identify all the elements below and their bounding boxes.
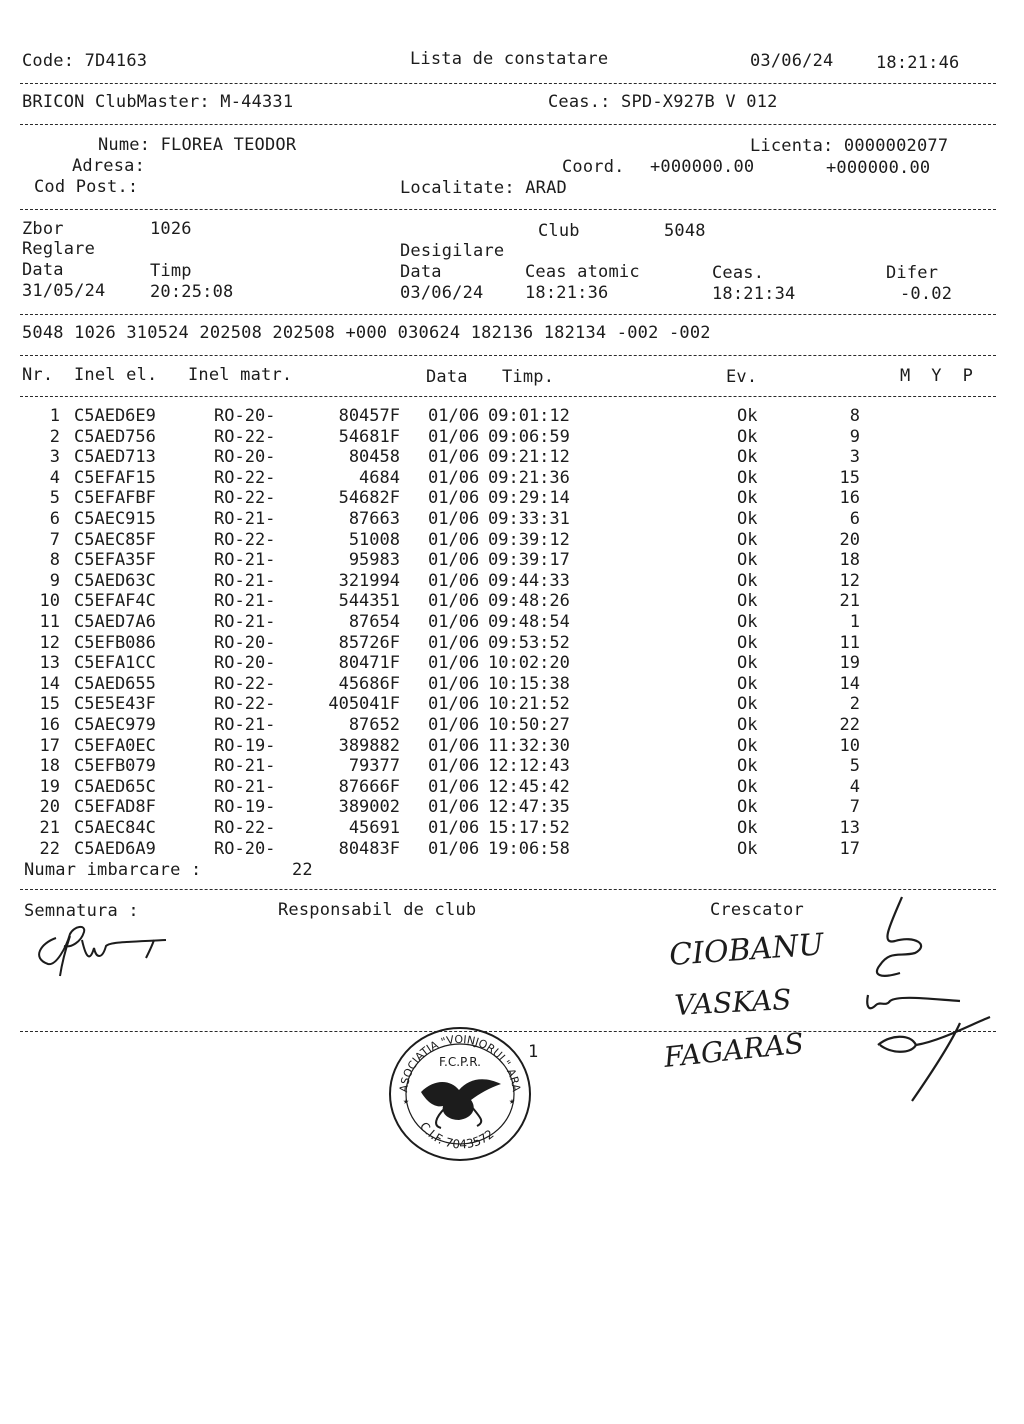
col-ring-number-header: Inel matr. (188, 365, 293, 385)
row-number: 6 (49, 509, 60, 529)
electronic-ring: C5EFAD8F (74, 797, 156, 818)
rank-value: 9 (849, 426, 860, 447)
atomic-clock-time: 18:21:36 (525, 283, 609, 303)
arrival-date: 01/06 (428, 776, 480, 797)
event-status: Ok (737, 509, 758, 529)
table-row (0, 591, 1024, 612)
ring-number: 389882 (338, 735, 400, 756)
arrival-time: 19:06:58 (488, 838, 570, 859)
rank-value: 22 (839, 715, 860, 735)
row-number: 11 (39, 612, 60, 632)
rank-value: 18 (839, 550, 860, 571)
arrival-date: 01/06 (428, 426, 480, 447)
arrival-date: 01/06 (428, 550, 480, 571)
handwritten-signature (26, 918, 176, 978)
arrival-date: 01/06 (428, 406, 480, 426)
total-value: 22 (292, 860, 313, 880)
table-row (0, 653, 1024, 674)
ring-number: 45691 (348, 818, 400, 838)
ring-country-year: RO-21- (214, 715, 276, 735)
ring-number: 87666F (338, 776, 400, 797)
electronic-ring: C5EFAFBF (74, 488, 156, 509)
col-nr-header: Nr. (22, 365, 54, 385)
ring-country-year: RO-19- (214, 735, 276, 756)
arrival-time: 09:44:33 (488, 570, 570, 591)
arrival-date: 01/06 (428, 509, 480, 529)
ring-country-year: RO-22- (214, 529, 276, 550)
electronic-ring: C5AEC979 (74, 715, 156, 735)
setting-date: 31/05/24 (22, 281, 106, 301)
col-time-header: Timp. (502, 367, 555, 387)
arrival-date: 01/06 (428, 818, 480, 838)
row-number: 19 (39, 776, 60, 797)
ring-country-year: RO-20- (214, 447, 276, 468)
event-status: Ok (737, 653, 758, 674)
event-status: Ok (737, 406, 758, 426)
arrival-date: 01/06 (428, 488, 480, 509)
col-electronic-ring-header: Inel el. (74, 365, 158, 385)
owner-address: Adresa: (72, 156, 146, 176)
separator (20, 314, 996, 315)
row-number: 7 (49, 529, 60, 550)
arrival-time: 09:48:54 (488, 612, 570, 632)
rank-value: 4 (849, 776, 860, 797)
row-number: 17 (39, 735, 60, 756)
event-status: Ok (737, 715, 758, 735)
arrival-date: 01/06 (428, 653, 480, 674)
separator (20, 355, 996, 356)
ring-country-year: RO-22- (214, 426, 276, 447)
col-event-header: Ev. (726, 367, 758, 387)
page-number: 1 (528, 1042, 539, 1062)
arrival-date: 01/06 (428, 694, 480, 715)
svg-text:CIOBANU: CIOBANU (668, 927, 825, 973)
unsealing-date: 03/06/24 (400, 283, 484, 303)
rank-value: 13 (839, 818, 860, 838)
setting-time: 20:25:08 (150, 282, 234, 302)
event-status: Ok (737, 694, 758, 715)
setting-label: Reglare (22, 239, 96, 259)
ring-number: 85726F (338, 632, 400, 653)
arrival-time: 09:39:12 (488, 529, 570, 550)
rank-value: 3 (849, 447, 860, 468)
ring-number: 79377 (348, 756, 400, 777)
rank-value: 21 (839, 591, 860, 612)
electronic-ring: C5AED713 (74, 447, 156, 468)
ring-country-year: RO-20- (214, 653, 276, 674)
event-status: Ok (737, 838, 758, 859)
electronic-ring: C5EFB086 (74, 632, 156, 653)
breeder-label: Crescator (710, 900, 804, 920)
ring-country-year: RO-21- (214, 612, 276, 632)
row-number: 1 (49, 406, 60, 426)
event-status: Ok (737, 529, 758, 550)
ring-country-year: RO-20- (214, 406, 276, 426)
owner-license: Licenta: 0000002077 (750, 136, 949, 156)
table-row (0, 839, 1024, 860)
rank-value: 6 (849, 509, 860, 529)
electronic-ring: C5AEC84C (74, 818, 156, 838)
rank-value: 19 (839, 653, 860, 674)
ring-number: 544351 (338, 591, 400, 612)
table-row (0, 612, 1024, 633)
svg-text:VASKAS: VASKAS (673, 982, 793, 1022)
document-date: 03/06/24 (750, 51, 834, 71)
event-status: Ok (737, 426, 758, 447)
electronic-ring: C5AED655 (74, 673, 156, 694)
arrival-time: 12:45:42 (488, 776, 570, 797)
flight-number: 1026 (150, 219, 192, 239)
separator (20, 83, 996, 84)
ring-number: 321994 (338, 570, 400, 591)
rank-value: 14 (839, 673, 860, 694)
arrival-date: 01/06 (428, 591, 480, 612)
ring-country-year: RO-20- (214, 838, 276, 859)
ring-number: 80471F (338, 653, 400, 674)
row-number: 5 (49, 488, 60, 509)
ring-number: 45686F (338, 673, 400, 694)
event-status: Ok (737, 550, 758, 571)
ring-country-year: RO-21- (214, 591, 276, 612)
table-row (0, 674, 1024, 695)
event-status: Ok (737, 776, 758, 797)
handwritten-breeder-names (640, 895, 1000, 1110)
row-number: 18 (39, 756, 60, 777)
club-responsible-label: Responsabil de club (278, 900, 477, 920)
arrival-time: 11:32:30 (488, 735, 570, 756)
electronic-ring: C5AED63C (74, 570, 156, 591)
document-time: 18:21:46 (876, 53, 960, 73)
arrival-date: 01/06 (428, 797, 480, 818)
row-number: 12 (39, 632, 60, 653)
table-row (0, 427, 1024, 448)
table-row (0, 468, 1024, 489)
setting-date-header: Data (22, 260, 64, 280)
svg-text:FAGARAS: FAGARAS (662, 1026, 806, 1074)
ring-country-year: RO-21- (214, 756, 276, 777)
event-status: Ok (737, 797, 758, 818)
rank-value: 10 (839, 735, 860, 756)
arrival-time: 09:33:31 (488, 509, 570, 529)
row-number: 20 (39, 797, 60, 818)
coord-x: +000000.00 (650, 157, 755, 177)
arrival-date: 01/06 (428, 673, 480, 694)
ring-number: 54681F (338, 426, 400, 447)
event-status: Ok (737, 612, 758, 632)
separator (20, 209, 996, 210)
owner-name: Nume: FLOREA TEODOR (98, 135, 297, 155)
ring-number: 80483F (338, 838, 400, 859)
table-row (0, 756, 1024, 777)
arrival-time: 10:02:20 (488, 653, 570, 674)
association-stamp (380, 1012, 535, 1164)
rank-value: 20 (839, 529, 860, 550)
ring-number: 405041F (328, 694, 400, 715)
rank-value: 8 (849, 406, 860, 426)
ring-number: 87652 (348, 715, 400, 735)
event-status: Ok (737, 756, 758, 777)
rank-value: 11 (839, 632, 860, 653)
row-number: 8 (49, 550, 60, 571)
rank-value: 15 (839, 467, 860, 488)
arrival-date: 01/06 (428, 447, 480, 468)
clubmaster-id: BRICON ClubMaster: M-44331 (22, 92, 294, 112)
ring-number: 54682F (338, 488, 400, 509)
arrival-date: 01/06 (428, 715, 480, 735)
ring-country-year: RO-22- (214, 488, 276, 509)
table-row (0, 818, 1024, 839)
club-number: 5048 (664, 221, 706, 241)
arrival-time: 15:17:52 (488, 818, 570, 838)
event-status: Ok (737, 735, 758, 756)
ring-number: 51008 (348, 529, 400, 550)
row-number: 13 (39, 653, 60, 674)
rank-value: 7 (849, 797, 860, 818)
electronic-ring: C5EFAF15 (74, 467, 156, 488)
row-number: 15 (39, 694, 60, 715)
arrival-time: 09:21:12 (488, 447, 570, 468)
table-row (0, 633, 1024, 654)
electronic-ring: C5EFAF4C (74, 591, 156, 612)
table-row (0, 406, 1024, 427)
clock-id: Ceas.: SPD-X927B V 012 (548, 92, 778, 112)
col-myp-header: M Y P (900, 366, 974, 386)
ring-country-year: RO-22- (214, 467, 276, 488)
row-number: 9 (49, 570, 60, 591)
event-status: Ok (737, 818, 758, 838)
ring-country-year: RO-19- (214, 797, 276, 818)
ring-country-year: RO-20- (214, 632, 276, 653)
table-row (0, 715, 1024, 736)
atomic-clock-header: Ceas atomic (525, 262, 640, 282)
arrival-time: 09:48:26 (488, 591, 570, 612)
electronic-ring: C5E5E43F (74, 694, 156, 715)
svg-text:★: ★ (509, 1096, 516, 1107)
col-date-header: Data (426, 367, 468, 387)
arrival-date: 01/06 (428, 838, 480, 859)
setting-time-header: Timp (150, 261, 192, 281)
electronic-ring: C5EFA1CC (74, 653, 156, 674)
event-status: Ok (737, 591, 758, 612)
ring-country-year: RO-22- (214, 694, 276, 715)
arrival-time: 09:01:12 (488, 406, 570, 426)
arrival-date: 01/06 (428, 612, 480, 632)
table-row (0, 530, 1024, 551)
stamp-text-bottom: C.I.F. 7043572 (416, 1119, 497, 1152)
ring-country-year: RO-21- (214, 776, 276, 797)
unsealing-label: Desigilare (400, 241, 505, 261)
encoded-flight-line: 5048 1026 310524 202508 202508 +000 030624 182136 182134 -002 -002 (22, 323, 711, 343)
row-number: 22 (39, 838, 60, 859)
event-status: Ok (737, 570, 758, 591)
clock-time: 18:21:34 (712, 284, 796, 304)
rank-value: 2 (849, 694, 860, 715)
table-row (0, 797, 1024, 818)
arrival-time: 09:29:14 (488, 488, 570, 509)
table-row (0, 509, 1024, 530)
electronic-ring: C5EFB079 (74, 756, 156, 777)
ring-number: 87663 (348, 509, 400, 529)
rank-value: 5 (849, 756, 860, 777)
arrival-time: 10:21:52 (488, 694, 570, 715)
arrival-date: 01/06 (428, 735, 480, 756)
unsealing-date-header: Data (400, 262, 442, 282)
electronic-ring: C5EFA0EC (74, 735, 156, 756)
arrival-time: 09:21:36 (488, 467, 570, 488)
rank-value: 17 (839, 838, 860, 859)
electronic-ring: C5EFA35F (74, 550, 156, 571)
row-number: 4 (49, 467, 60, 488)
time-difference: -0.02 (900, 284, 953, 304)
event-status: Ok (737, 467, 758, 488)
ring-number: 4684 (359, 467, 400, 488)
arrival-time: 12:12:43 (488, 756, 570, 777)
coord-label: Coord. (562, 157, 625, 177)
electronic-ring: C5AED6E9 (74, 406, 156, 426)
separator (20, 889, 996, 890)
event-status: Ok (737, 673, 758, 694)
ring-country-year: RO-22- (214, 673, 276, 694)
row-number: 2 (49, 426, 60, 447)
arrival-date: 01/06 (428, 467, 480, 488)
electronic-ring: C5AED65C (74, 776, 156, 797)
ring-number: 95983 (348, 550, 400, 571)
table-row (0, 488, 1024, 509)
arrival-time: 09:53:52 (488, 632, 570, 653)
club-label: Club (538, 221, 580, 241)
table-row (0, 571, 1024, 592)
electronic-ring: C5AED6A9 (74, 838, 156, 859)
difference-header: Difer (886, 263, 939, 283)
document-code: Code: 7D4163 (22, 51, 148, 71)
separator (20, 124, 996, 125)
event-status: Ok (737, 488, 758, 509)
ring-country-year: RO-21- (214, 570, 276, 591)
signature-label: Semnatura : (24, 901, 139, 921)
owner-postal-code: Cod Post.: (34, 177, 139, 197)
row-number: 21 (39, 818, 60, 838)
electronic-ring: C5AEC915 (74, 509, 156, 529)
document-title: Lista de constatare (410, 49, 609, 69)
electronic-ring: C5AEC85F (74, 529, 156, 550)
ring-number: 80457F (338, 406, 400, 426)
rank-value: 1 (849, 612, 860, 632)
electronic-ring: C5AED7A6 (74, 612, 156, 632)
electronic-ring: C5AED756 (74, 426, 156, 447)
rank-value: 16 (839, 488, 860, 509)
coord-y: +000000.00 (826, 158, 931, 178)
arrival-date: 01/06 (428, 632, 480, 653)
arrival-time: 09:39:17 (488, 550, 570, 571)
arrival-time: 12:47:35 (488, 797, 570, 818)
ring-number: 87654 (348, 612, 400, 632)
table-row (0, 777, 1024, 798)
ring-number: 80458 (348, 447, 400, 468)
ring-country-year: RO-21- (214, 509, 276, 529)
separator (20, 396, 996, 397)
table-row (0, 550, 1024, 571)
clock-header: Ceas. (712, 263, 765, 283)
arrival-date: 01/06 (428, 529, 480, 550)
table-row (0, 447, 1024, 468)
flight-label: Zbor (22, 219, 64, 239)
table-row (0, 694, 1024, 715)
event-status: Ok (737, 447, 758, 468)
rank-value: 12 (839, 570, 860, 591)
arrival-date: 01/06 (428, 756, 480, 777)
ring-country-year: RO-21- (214, 550, 276, 571)
ring-number: 389002 (338, 797, 400, 818)
arrival-time: 10:50:27 (488, 715, 570, 735)
ring-country-year: RO-22- (214, 818, 276, 838)
arrival-time: 09:06:59 (488, 426, 570, 447)
arrival-time: 10:15:38 (488, 673, 570, 694)
table-row (0, 736, 1024, 757)
svg-text:★: ★ (403, 1096, 410, 1107)
arrival-date: 01/06 (428, 570, 480, 591)
row-number: 10 (39, 591, 60, 612)
owner-city: Localitate: ARAD (400, 178, 567, 198)
row-number: 3 (49, 447, 60, 468)
stamp-text-center: F.C.P.R. (439, 1055, 481, 1069)
row-number: 14 (39, 673, 60, 694)
total-label: Numar imbarcare : (24, 860, 202, 880)
stamp-text-top: ASOCIATIA "VOINJORUL" ARAD (380, 1012, 523, 1094)
row-number: 16 (39, 715, 60, 735)
event-status: Ok (737, 632, 758, 653)
